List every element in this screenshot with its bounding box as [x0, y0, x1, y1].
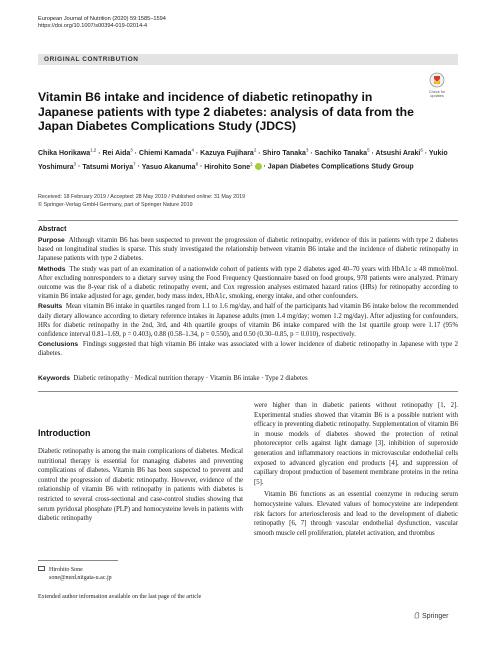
corresponding-author — [38, 566, 112, 582]
author[interactable] — [375, 150, 422, 157]
abstract-heading: Abstract — [38, 226, 67, 233]
author-name: Shiro Tanaka — [262, 150, 306, 158]
conclusions-label: Conclusions — [38, 341, 79, 349]
purpose-text: Although vitamin B6 has been suspected to prevent the progression of diabetic retinopathy, evidence of this in patients with type 2 diabetes based on longitudinal studies is sparse. This study investigated the relationship between vitamin B6 intake and the incidence of diabetic retinopathy in Japanese patients with type 2 diabetes. — [38, 237, 458, 263]
author[interactable] — [139, 150, 194, 157]
results-label: Results — [38, 303, 63, 311]
footnote-rule — [38, 560, 118, 561]
keywords-label: Keywords — [38, 375, 70, 382]
publication-dates — [38, 194, 245, 209]
keywords-bottom-rule — [38, 391, 458, 392]
author-affiliation: 2 — [250, 161, 253, 167]
intro-paragraph-2: were higher than in diabetic patients without retinopathy [1, 2]. Experimental studies showed that vitamin B6 is a possible nutrient with efficacy in preventing diabetic retinopathy. Supplementation of vitamin B6 in mouse models of diabetes showed the protection of retinal photoreceptor cells against light damage [3], inhibition of superoxide generation and inflammatory reactions in microvascular endothelial cells exposed to advanced glycation end products [4], and suppression of capillary dropout production of basement membrane proteins in the retina [5]. — [254, 402, 458, 486]
article-title: Vitamin B6 intake and incidence of diabetic retinopathy in Japanese patients with type 2 diabetes: analysis of data from the Japan Diabetes Complications Study (JDCS) — [38, 90, 414, 134]
author[interactable] — [268, 164, 414, 171]
author[interactable] — [102, 150, 132, 157]
abstract-results — [38, 302, 458, 339]
article-category-band — [38, 54, 458, 65]
author-affiliation: 8 — [195, 161, 199, 167]
abstract-purpose — [38, 236, 458, 264]
article-category: ORIGINAL CONTRIBUTION — [44, 56, 139, 63]
author-affiliation: 3 — [73, 161, 77, 167]
author-affiliation: 3 — [130, 148, 133, 153]
author[interactable] — [200, 150, 256, 157]
intro-paragraph-1: Diabetic retinopathy is among the main complications of diabetes. Medical nutritional therapy is essential for managing diabetes and preventing complications of diabetes. Vitamin B6 has been suspected to prevent and control the progression of diabetic retinopathy. However, evidence of the relationship of vitamin B6 with retinopathy in patients with diabetes is restricted to several cross-sectional and case-control studies showing that serum pyridoxal phosphate (PLP) and homocysteine levels in patients with diabetic retinopathy — [38, 448, 243, 523]
check-for-updates-badge[interactable] — [424, 72, 450, 104]
author-name: Japan Diabetes Complications Study Group — [267, 163, 414, 171]
author-separator: · — [132, 150, 139, 158]
author-separator: · — [308, 150, 315, 158]
author-separator: · — [96, 150, 103, 158]
author-name: Yukio Yoshimura — [38, 150, 448, 171]
orcid-icon[interactable] — [255, 163, 262, 170]
badge-line-2: updates — [430, 94, 444, 99]
author[interactable] — [263, 150, 309, 157]
check-updates-icon — [429, 72, 445, 90]
intro-paragraph-3: Vitamin B6 functions as an essential coenzyme in reducing serum homocysteine values. Elevated values of homocysteine are independent risk factors for arteriosclerosis and lead to the development of diabetic retinopathy [6, 7] through vascular endothelial dysfunction, vascular smooth muscle cell proliferation, platelet activation, and thrombus — [254, 491, 458, 537]
envelope-icon — [38, 566, 45, 571]
abstract-methods — [38, 265, 458, 302]
author-separator: · — [256, 150, 263, 158]
author-affiliation: 7 — [133, 161, 136, 167]
author[interactable] — [141, 161, 199, 171]
author-affiliation: 1,2 — [90, 148, 97, 153]
author-affiliation: 5 — [367, 148, 370, 153]
publisher-logo — [414, 612, 448, 620]
author-separator: · — [76, 163, 83, 171]
author-name: Kazuya Fujihara — [200, 150, 254, 158]
copyright-line: © Springer-Verlag GmbH Germany, part of Springer Nature 2019 — [38, 201, 193, 208]
author-name: Yasuo Akanuma — [141, 163, 196, 171]
right-column — [254, 401, 458, 538]
corresponding-name: Hirohito Sone — [49, 567, 83, 573]
abstract-top-rule — [38, 220, 458, 221]
author-separator: · — [198, 163, 205, 171]
keywords — [38, 375, 458, 382]
author-separator: · — [193, 150, 201, 158]
springer-horse-icon — [414, 612, 420, 619]
publisher-name: Springer — [422, 613, 449, 620]
author-affiliation: 2 — [253, 148, 257, 153]
badge-line-1: Check for — [428, 90, 446, 94]
author-separator: · — [135, 163, 142, 171]
introduction-right-text — [254, 401, 458, 538]
author[interactable] — [204, 161, 261, 171]
corresponding-email[interactable]: sone@med.niigata-u.ac.jp — [49, 575, 112, 582]
methods-label: Methods — [38, 265, 66, 273]
author-list — [38, 146, 456, 173]
doi-link[interactable]: https://doi.org/10.1007/s00394-019-02014-4 — [38, 23, 148, 30]
author[interactable] — [38, 150, 96, 157]
abstract-body — [38, 236, 458, 360]
author-separator: · — [261, 163, 268, 171]
conclusions-text: Findings suggested that high vitamin B6 intake was associated with a lower incidence of diabetic retinopathy in Japanese with type 2 diabetes. — [38, 341, 458, 358]
author-affiliation: 6 — [420, 148, 423, 153]
author-name: Chiemi Kamada — [138, 150, 192, 158]
author[interactable] — [315, 150, 370, 157]
author-name: Atsushi Araki — [375, 150, 421, 158]
history-dates: Received: 18 February 2019 / Accepted: 28 May 2019 / Published online: 31 May 2019 — [38, 194, 246, 200]
methods-text: The study was part of an examination of a nationwide cohort of patients with type 2 diabetes aged 40–70 years with HbA1c ≥ 48 mmol/mol. After excluding nonresponders to a dietary survey using the Food Frequency Questionnaire based on food groups, 978 patients were analyzed. Primary outcome was the 8-year risk of a diabetic retinopathy event, and Cox regression analyses estimated hazard ratios (HRs) for retinopathy according to vitamin B6 intake adjusted for age, gender, body mass index, HbA1c, smoking, energy intake, and other confounders. — [38, 265, 458, 301]
author-affiliation: 4 — [191, 148, 194, 153]
extended-author-info: Extended author information available on the last page of the article — [38, 594, 202, 600]
results-text: Mean vitamin B6 intake in quartiles ranged from 1.1 to 1.6 mg/day, and half of the participants had vitamin B6 intake below the recommended daily dietary allowance according to dietary reference intakes in Japanese adults (men 1.4 mg/day; women 1.2 mg/day). After adjusting for confounders, HRs for diabetic retinopathy in the 2nd, 3rd, and 4th quartile groups of vitamin B6 intake compared with the 1st quartile group were 1.17 (95% confidence interval 0.81–1.69, p = 0.403), 0.88 (0.58–1.34, p = 0.550), and 0.50 (0.30–0.85, p = 0.010), respectively. — [38, 303, 458, 339]
introduction-heading: Introduction — [38, 428, 91, 438]
author-name: Hirohito Sone — [204, 163, 251, 171]
journal-citation: European Journal of Nutrition (2020) 59:1585–1594 — [38, 16, 166, 22]
author[interactable] — [82, 161, 136, 171]
abstract-conclusions — [38, 340, 458, 358]
introduction-left-text — [38, 447, 243, 524]
journal-header — [38, 16, 166, 31]
author-name: Chika Horikawa — [38, 150, 91, 158]
author-name: Rei Aida — [102, 150, 131, 158]
left-column — [38, 428, 243, 524]
purpose-label: Purpose — [38, 237, 65, 244]
author-name: Tatsumi Moriya — [82, 163, 134, 171]
author-name: Sachiko Tanaka — [314, 150, 368, 158]
author-separator: · — [422, 150, 429, 158]
author-separator: · — [369, 150, 376, 158]
keywords-text: Diabetic retinopathy · Medical nutrition therapy · Vitamin B6 intake · Type 2 diabetes — [73, 375, 308, 382]
author-affiliation: 3 — [305, 148, 309, 153]
